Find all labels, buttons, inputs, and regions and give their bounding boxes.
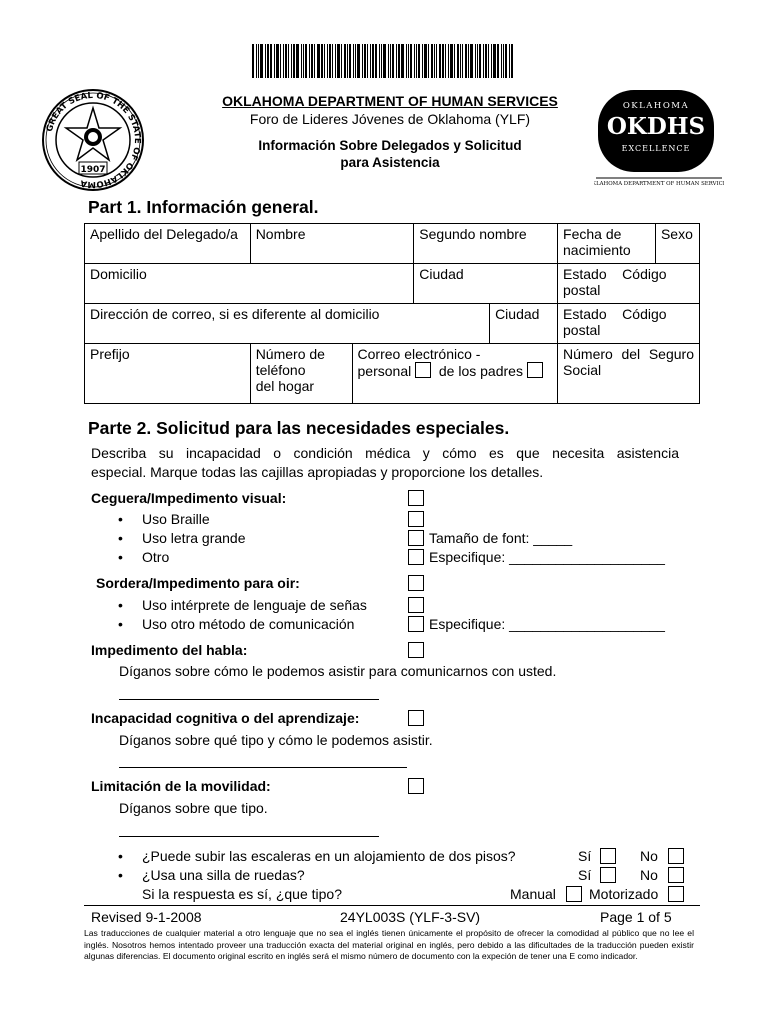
barcode-bar (488, 44, 489, 78)
barcode-bar (383, 44, 386, 78)
habla-description: Díganos sobre cómo le podemos asistir para comunicarnos con usted. (119, 663, 557, 679)
barcode-bar (436, 44, 437, 78)
field-tamano-font[interactable]: Tamaño de font: _____ (429, 530, 573, 546)
label-prefijo: Prefijo (90, 346, 130, 362)
barcode-bar (428, 44, 429, 78)
part2-intro-1: Describa su incapacidad o condición médica y cómo es que necesita asistencia (91, 445, 679, 461)
field-habla-answer[interactable] (119, 699, 379, 700)
field-especifique-visual[interactable]: Especifique: ____________________ (429, 549, 665, 565)
checkbox-braille[interactable] (408, 511, 424, 527)
part1-title: Part 1. Información general. (88, 197, 319, 217)
checkbox-sordera[interactable] (408, 575, 424, 591)
barcode-bar (477, 44, 478, 78)
state-seal-icon (41, 88, 145, 192)
label-sordera: Sordera/Impedimento para oir: (96, 575, 300, 591)
barcode-bar (332, 44, 333, 78)
barcode-bar (424, 44, 427, 78)
translation-disclaimer: Las traducciones de cualquier material a otro lenguaje que no sea el inglés tienen únicamente el propósito de ofrecer la comodidad al público que no lee el inglés. Nosotros hemos intentado proveer una traducción exacta del material original en inglés, pero debido a las dificultades de la traducción pueden existir algunas diferencias. El documento original escrito en inglés será el mismo número de documento con la expeción de tener una E como indicador. (84, 928, 694, 961)
barcode-bar (324, 44, 325, 78)
label-seguro-2: Social (563, 362, 602, 378)
footer-divider (84, 905, 700, 906)
barcode-bar (267, 44, 269, 78)
label-telefono-1: Número de teléfono (255, 346, 325, 378)
label-manual: Manual (510, 886, 556, 902)
field-fecha-nacimiento[interactable]: Fecha de nacimiento (558, 224, 656, 264)
label-movilidad: Limitación de la movilidad: (91, 778, 271, 794)
label-estado-correo: Estado (563, 306, 607, 322)
barcode-bar (450, 44, 453, 78)
field-prefijo[interactable] (85, 344, 251, 404)
barcode-bar (454, 44, 455, 78)
checkbox-si-escaleras[interactable] (600, 848, 616, 864)
footer-page-number: Page 1 of 5 (600, 909, 672, 925)
checkbox-habla[interactable] (408, 642, 424, 658)
barcode-bar (309, 44, 310, 78)
barcode-bar (431, 44, 433, 78)
barcode-bar (372, 44, 374, 78)
label-seguro-1c: Seguro (648, 346, 694, 362)
checkbox-interprete[interactable] (408, 597, 424, 613)
label-codigo-postal-correo: Código postal (563, 306, 667, 338)
barcode-bar (503, 44, 504, 78)
barcode-bar (501, 44, 502, 78)
barcode-bar (280, 44, 281, 78)
field-segundo-nombre[interactable]: Segundo nombre (414, 224, 558, 264)
field-ciudad[interactable]: Ciudad (414, 264, 558, 304)
barcode-bar (392, 44, 394, 78)
okdhs-logo (594, 88, 724, 188)
barcode-bar (448, 44, 449, 78)
barcode-bar (379, 44, 380, 78)
barcode-bar (375, 44, 377, 78)
field-direccion-correo[interactable]: Dirección de correo, si es diferente al domicilio (85, 304, 490, 344)
barcode-bar (483, 44, 484, 78)
barcode-bar (509, 44, 510, 78)
label-codigo-postal: Código postal (563, 266, 667, 298)
barcode-bar (414, 44, 415, 78)
barcode-bar (468, 44, 469, 78)
form-title-line1: Información Sobre Delegados y Solicitud (258, 138, 522, 153)
label-correo-padres: de los padres (438, 363, 523, 379)
label-cognitiva: Incapacidad cognitiva o del aprendizaje: (91, 710, 360, 726)
barcode-bar (381, 44, 382, 78)
footer-form-code: 24YL003S (YLF-3-SV) (340, 909, 481, 925)
barcode-bar (291, 44, 292, 78)
question-tipo-silla: Si la respuesta es sí, ¿que tipo? (142, 886, 342, 902)
barcode-bar (296, 44, 299, 78)
barcode-bar (256, 44, 257, 78)
barcode-bar (410, 44, 412, 78)
field-sexo[interactable]: Sexo (655, 224, 699, 264)
barcode-bar (401, 44, 404, 78)
label-si-escaleras: Sí (578, 848, 592, 864)
label-seguro-1b: del (621, 346, 641, 362)
checkbox-letra-grande[interactable] (408, 530, 424, 546)
barcode-bar (344, 44, 346, 78)
barcode-bar (353, 44, 354, 78)
barcode-bar (285, 44, 287, 78)
footer-revised: Revised 9-1-2008 (91, 909, 202, 925)
form-title-line2: para Asistencia (340, 155, 440, 170)
checkbox-ceguera[interactable] (408, 490, 424, 506)
label-si-silla: Sí (578, 867, 592, 883)
barcode-bar (314, 44, 315, 78)
barcode-bar (465, 44, 467, 78)
barcode-bar (288, 44, 289, 78)
checkbox-otro-visual[interactable] (408, 549, 424, 565)
cognitiva-description: Díganos sobre qué tipo y cómo le podemos asistir. (119, 732, 433, 748)
field-estado-cp[interactable] (558, 264, 700, 304)
checkbox-movilidad[interactable] (408, 778, 424, 794)
question-escaleras: • ¿Puede subir las escaleras en un alojamiento de dos pisos? (142, 848, 516, 864)
barcode-bar (357, 44, 360, 78)
barcode-bar (445, 44, 446, 78)
department-name: OKLAHOMA DEPARTMENT OF HUMAN SERVICES (222, 93, 558, 109)
question-silla-ruedas: • ¿Usa una silla de ruedas? (142, 867, 305, 883)
barcode-bar (311, 44, 313, 78)
logo-main-text: OKDHS (606, 113, 706, 140)
barcode-bar (457, 44, 459, 78)
movilidad-description: Díganos sobre que tipo. (119, 800, 268, 816)
label-no-silla: No (640, 867, 658, 883)
label-otro-metodo: • Uso otro método de comunicación (142, 616, 354, 632)
barcode-bar (337, 44, 340, 78)
barcode-bar (470, 44, 473, 78)
checkbox-correo-padres[interactable] (527, 362, 543, 378)
barcode (252, 44, 537, 78)
logo-sub-text: EXCELLENCE (621, 144, 691, 153)
barcode-bar (479, 44, 481, 78)
barcode-bar (355, 44, 356, 78)
barcode-bar (505, 44, 507, 78)
barcode-bar (491, 44, 492, 78)
barcode-bar (442, 44, 444, 78)
field-apellido[interactable]: Apellido del Delegado/a (85, 224, 251, 264)
barcode-bar (349, 44, 351, 78)
barcode-bar (305, 44, 307, 78)
barcode-bar (252, 44, 254, 78)
barcode-bar (390, 44, 391, 78)
barcode-bar (439, 44, 441, 78)
checkbox-cognitiva[interactable] (408, 710, 424, 726)
barcode-bar (422, 44, 423, 78)
barcode-bar (416, 44, 417, 78)
label-seguro-1a: Número (563, 346, 613, 362)
seal-ring-text: GREAT SEAL OF THE STATE OF OKLAHOMA (44, 90, 143, 190)
barcode-bar (327, 44, 328, 78)
seal-year: 1907 (80, 165, 106, 175)
field-movilidad-answer[interactable] (119, 836, 379, 837)
barcode-bar (388, 44, 389, 78)
barcode-bar (493, 44, 496, 78)
barcode-bar (485, 44, 487, 78)
logo-caption: OKLAHOMA DEPARTMENT OF HUMAN SERVICES (594, 181, 724, 187)
checkbox-no-silla[interactable] (668, 867, 684, 883)
barcode-bar (258, 44, 259, 78)
barcode-bar (418, 44, 420, 78)
field-correo-electronico[interactable] (352, 344, 558, 404)
field-domicilio[interactable]: Domicilio (85, 264, 414, 304)
label-motorizado: Motorizado (589, 886, 659, 902)
label-telefono-2: del hogar (255, 378, 315, 394)
barcode-bar (347, 44, 348, 78)
label-interprete: • Uso intérprete de lenguaje de señas (142, 597, 367, 613)
barcode-bar (367, 44, 368, 78)
general-info-table (84, 223, 700, 404)
barcode-bar (317, 44, 320, 78)
barcode-bar (276, 44, 279, 78)
checkbox-no-escaleras[interactable] (668, 848, 684, 864)
barcode-bar (370, 44, 371, 78)
barcode-bar (511, 44, 513, 78)
barcode-bar (396, 44, 397, 78)
label-correo-personal: personal (357, 363, 412, 379)
field-especifique-comunicacion[interactable]: Especifique: ____________________ (429, 616, 665, 632)
field-telefono[interactable] (250, 344, 352, 404)
label-ceguera: Ceguera/Impedimento visual: (91, 490, 287, 506)
label-habla: Impedimento del habla: (91, 642, 248, 658)
logo-top-text: OKLAHOMA (622, 101, 690, 111)
checkbox-correo-personal[interactable] (415, 362, 431, 378)
barcode-bar (406, 44, 407, 78)
barcode-bar (274, 44, 275, 78)
form-title (190, 137, 590, 171)
label-otro: • Otro (142, 549, 169, 565)
field-nombre[interactable]: Nombre (250, 224, 414, 264)
barcode-bar (260, 44, 263, 78)
barcode-bar (364, 44, 366, 78)
field-cognitiva-answer[interactable] (119, 767, 407, 768)
barcode-bar (434, 44, 435, 78)
barcode-bar (293, 44, 295, 78)
barcode-bar (497, 44, 499, 78)
field-seguro-social[interactable] (558, 344, 700, 404)
barcode-bar (335, 44, 336, 78)
barcode-bar (462, 44, 463, 78)
label-estado: Estado (563, 266, 607, 282)
barcode-bar (321, 44, 323, 78)
program-name: Foro de Lideres Jóvenes de Oklahoma (YLF) (249, 111, 531, 127)
barcode-bar (270, 44, 272, 78)
barcode-bar (265, 44, 266, 78)
label-correo: Correo electrónico - (357, 346, 481, 362)
barcode-bar (398, 44, 400, 78)
checkbox-motorizado[interactable] (668, 886, 684, 902)
label-braille: • Uso Braille (142, 511, 210, 527)
barcode-bar (475, 44, 476, 78)
barcode-bar (329, 44, 331, 78)
checkbox-otro-metodo[interactable] (408, 616, 424, 632)
barcode-bar (408, 44, 409, 78)
label-no-escaleras: No (640, 848, 658, 864)
checkbox-si-silla[interactable] (600, 867, 616, 883)
barcode-bar (301, 44, 302, 78)
field-ciudad-correo[interactable]: Ciudad (490, 304, 558, 344)
label-letra-grande: • Uso letra grande (142, 530, 246, 546)
field-estado-cp-correo[interactable] (558, 304, 700, 344)
barcode-bar (362, 44, 363, 78)
barcode-bar (460, 44, 461, 78)
part2-intro-2: especial. Marque todas las cajillas apropiadas y proporcione los detalles. (91, 464, 544, 480)
barcode-bar (341, 44, 342, 78)
checkbox-manual[interactable] (566, 886, 582, 902)
barcode-bar (283, 44, 284, 78)
part2-title: Parte 2. Solicitud para las necesidades especiales. (88, 418, 510, 438)
barcode-bar (303, 44, 304, 78)
